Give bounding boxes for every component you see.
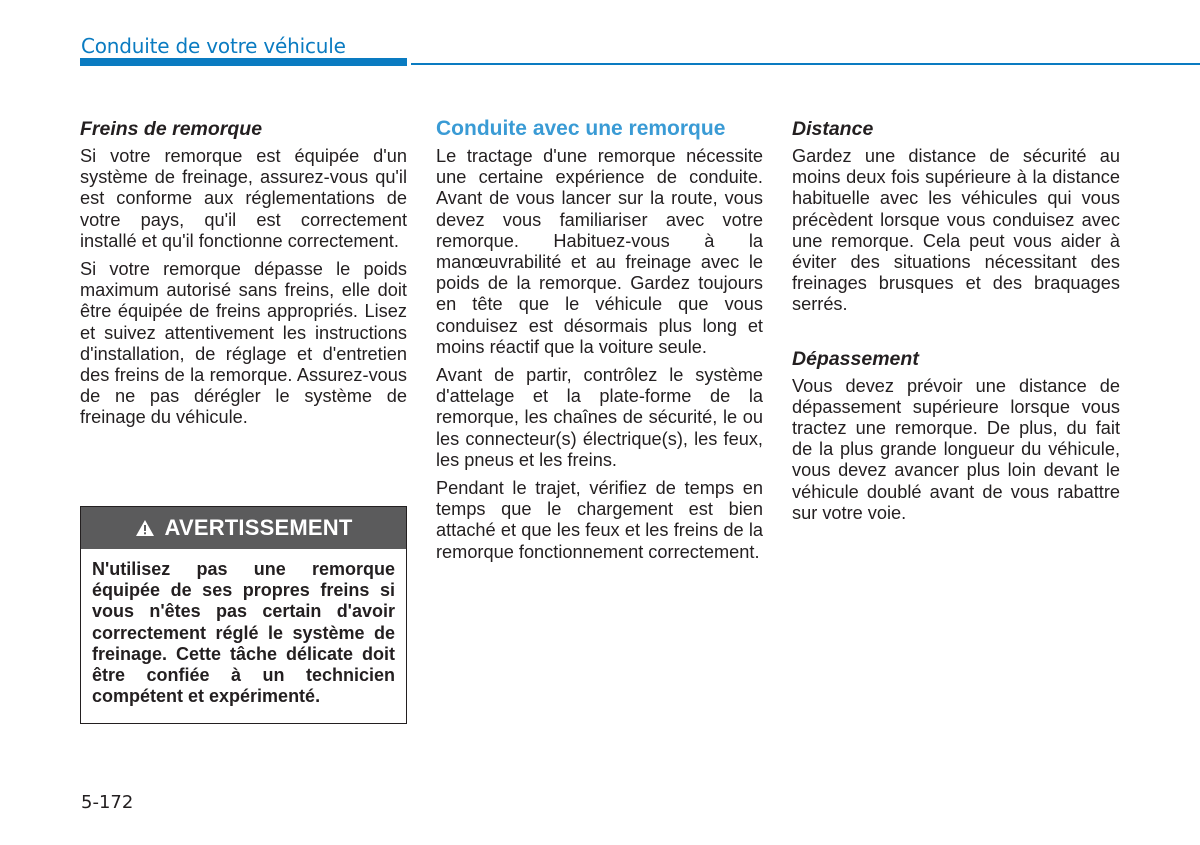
paragraph: Avant de partir, contrôlez le système d'attelage et la plate-forme de la remorque, les chaînes de sécurité, le ou les connecteur(s) électrique(s), les feux, les pneus et les freins.: [436, 365, 763, 470]
warning-triangle-icon: [135, 519, 155, 537]
header-rule-thin: [411, 63, 1200, 65]
paragraph: Si votre remorque est équipée d'un système de freinage, assurez-vous qu'il est conforme aux réglementations de votre pays, qu'il est correctement installé et qu'il fonctionne correctement.: [80, 146, 407, 251]
header-rule-thick: [80, 58, 407, 66]
paragraph: Pendant le trajet, vérifiez de temps en temps que le chargement est bien attaché et que les feux et les freins de la remorque fonctionnement correctement.: [436, 478, 763, 562]
warning-header: [81, 507, 406, 549]
section-heading-distance: Distance: [792, 118, 874, 140]
section-heading-trailer-brakes: Freins de remorque: [80, 118, 263, 140]
paragraph: Gardez une distance de sécurité au moins deux fois supérieure à la distance habituelle avec les véhicules qui vous précèdent lorsque vous conduisez avec une remorque. Cela peut vous aider à éviter des situations nécessitant des freinages brusques et des braquages serrés.: [792, 146, 1120, 315]
column-3: [792, 115, 1120, 531]
paragraph: Vous devez prévoir une distance de dépassement supérieure lorsque vous tractez une remorque. De plus, du fait de la plus grande longueur du véhicule, vous devez avancer plus loin devant le véhicule doublé avant de vous rabattre sur votre voie.: [792, 375, 1120, 523]
paragraph: Si votre remorque dépasse le poids maximum autorisé sans freins, elle doit être équipée de freins appropriés. Lisez et suivez attentivement les instructions d'installation, de réglage et d'entretien des freins de la remorque. Assurez-vous de ne pas dérégler le système de freinage du véhicule.: [80, 259, 407, 428]
page-number: 5-172: [81, 792, 134, 813]
warning-box: [80, 506, 407, 724]
section-heading-overtaking: Dépassement: [792, 347, 919, 370]
warning-text: N'utilisez pas une remorque équipée de ses propres freins si vous n'êtes pas certain d'avoir correctement réglé le système de freinage. Cette tâche délicate doit être confiée à un technicien compétent et expérimenté.: [92, 559, 395, 707]
warning-title: AVERTISSEMENT: [164, 515, 353, 540]
column-2: [436, 115, 763, 570]
spacer: [792, 323, 1120, 345]
paragraph: Le tractage d'une remorque nécessite une certaine expérience de conduite. Avant de vous lancer sur la route, vous devez vous familiariser avec votre remorque. Habituez-vous à la manœuvrabilité et au freinage avec le poids de la remorque. Gardez toujours en tête que le véhicule que vous conduisez est désormais plus long et moins réactif que la voiture seule.: [436, 146, 763, 357]
section-heading-towing: Conduite avec une remorque: [436, 117, 726, 140]
column-1: [80, 115, 407, 436]
chapter-title: Conduite de votre véhicule: [81, 34, 346, 58]
